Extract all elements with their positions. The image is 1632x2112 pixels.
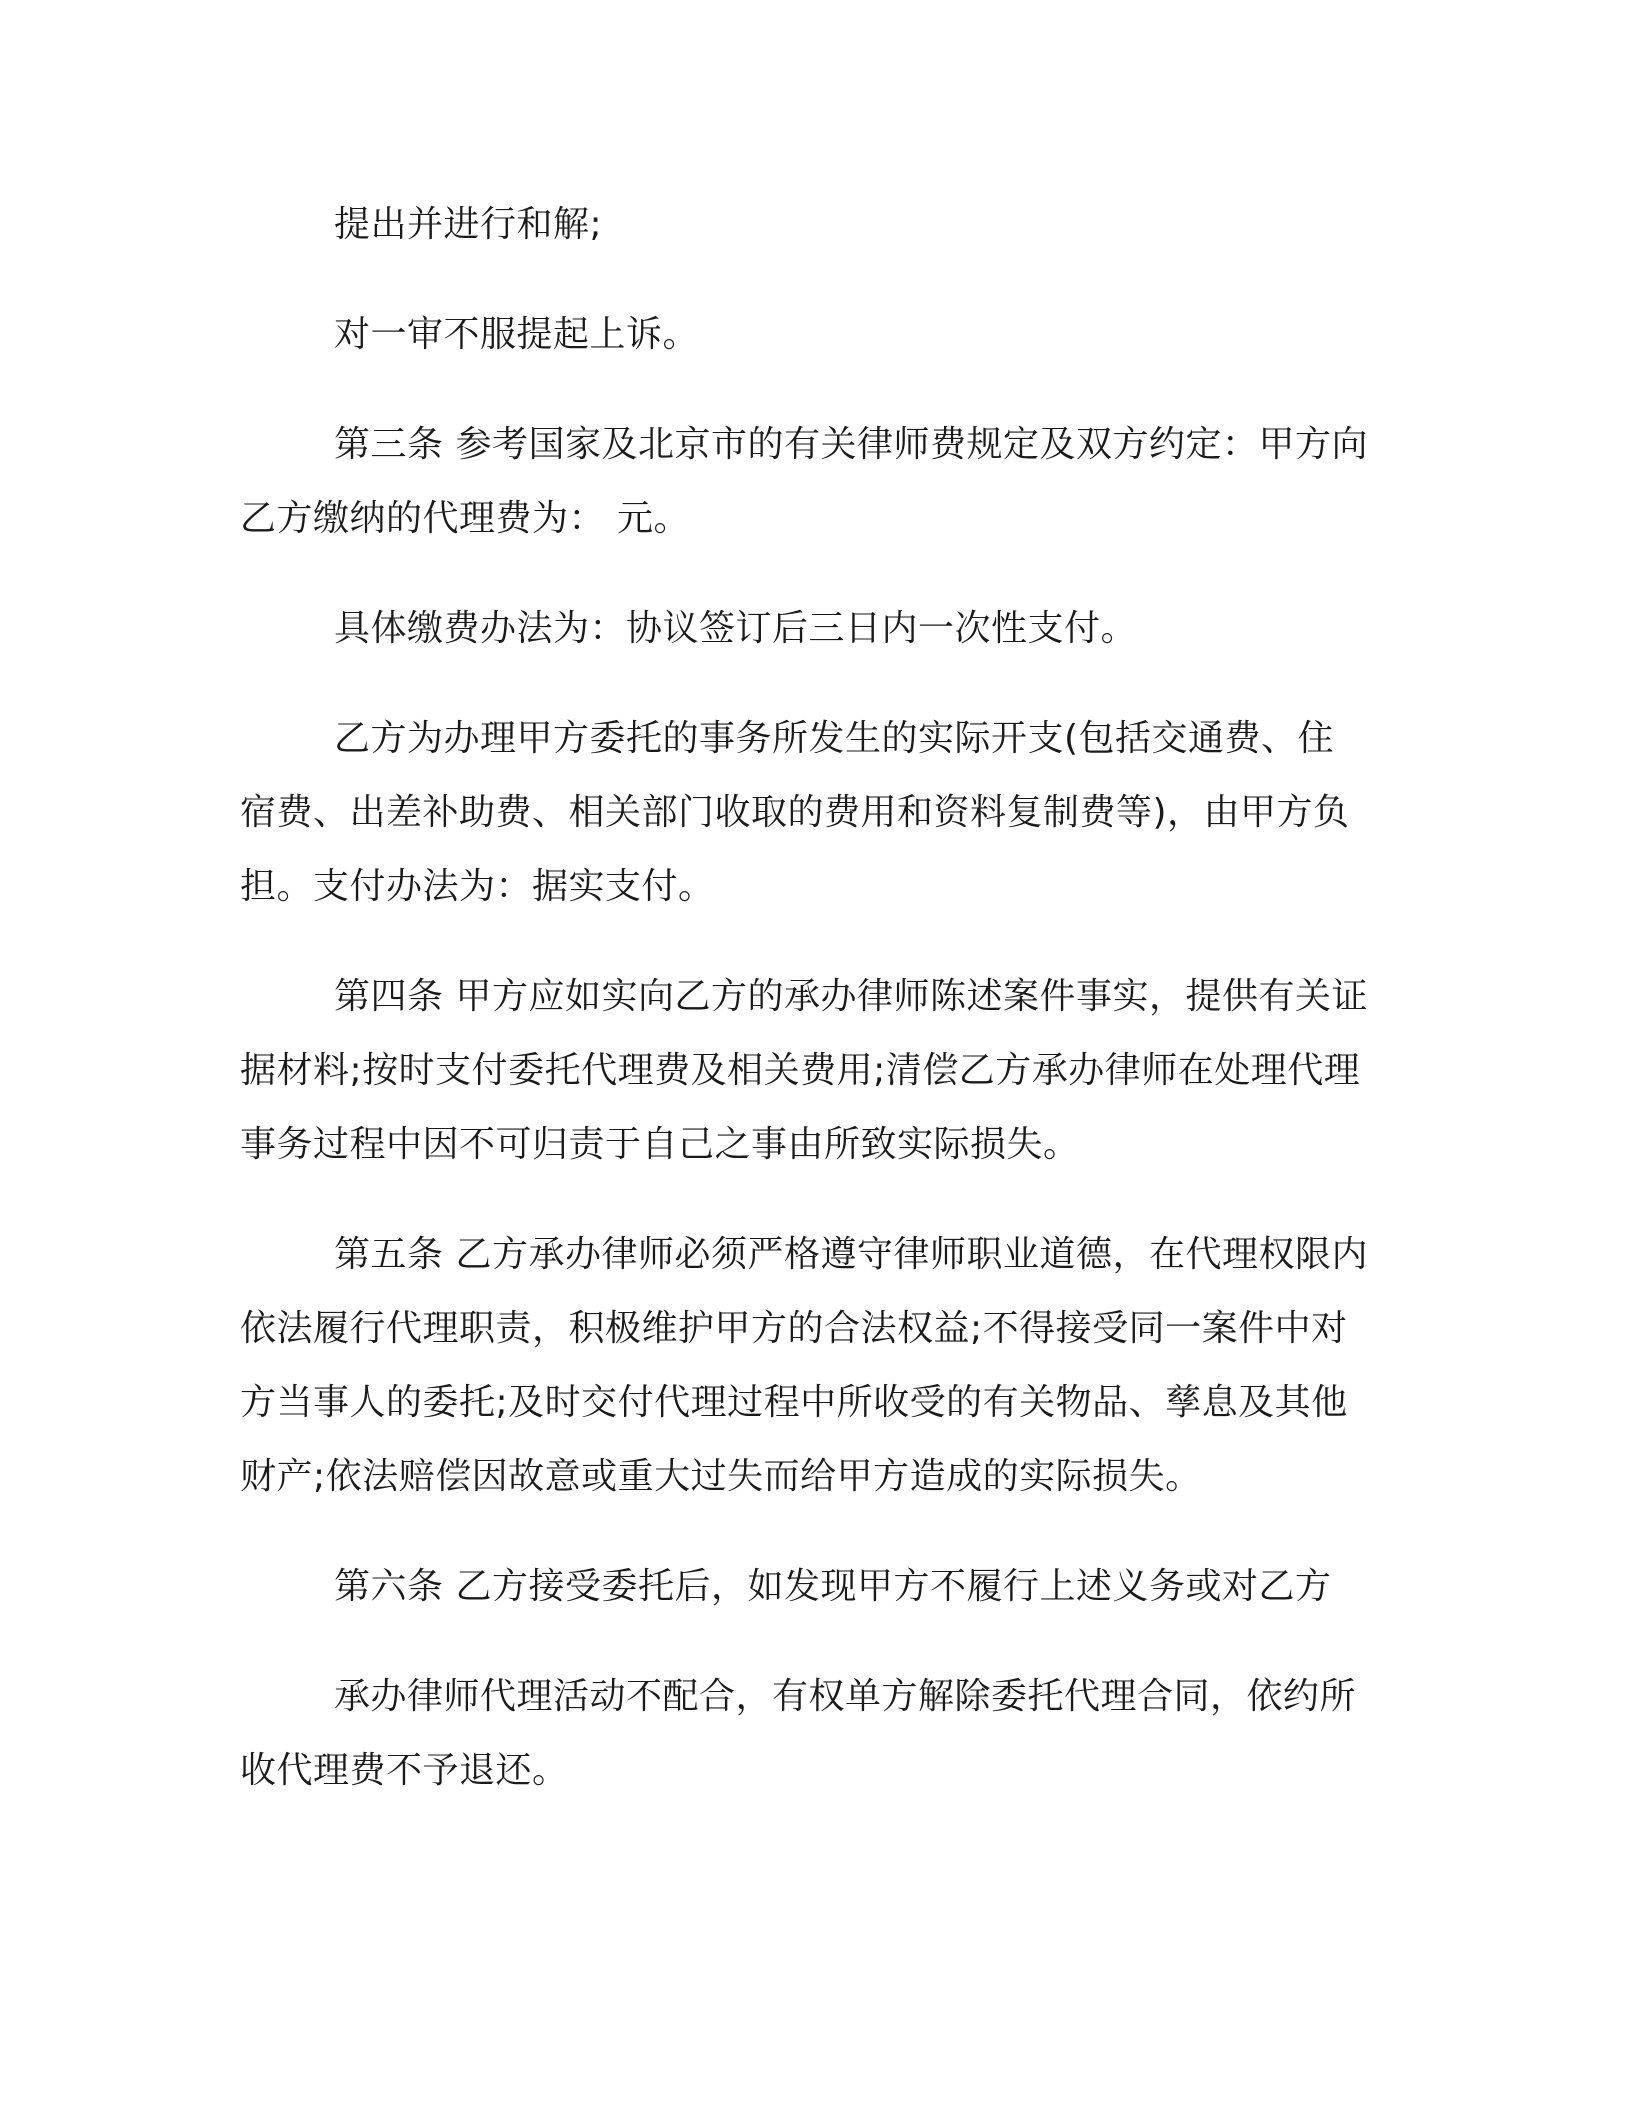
- text-line: 方当事人的委托;及时交付代理过程中所收受的有关物品、孳息及其他: [240, 1382, 1348, 1423]
- text-line: 提出并进行和解;: [334, 204, 603, 245]
- text-line: 第五条 乙方承办律师必须严格遵守律师职业道德，在代理权限内: [334, 1234, 1368, 1275]
- paragraph-article-6: [240, 1550, 1380, 1624]
- text-line: 据材料;按时支付委托代理费及相关费用;清偿乙方承办律师在处理代理: [240, 1050, 1361, 1091]
- text-line: 对一审不服提起上诉。: [334, 314, 700, 355]
- paragraph-article-5: [240, 1218, 1380, 1514]
- text-line: 第四条 甲方应如实向乙方的承办律师陈述案件事实，提供有关证: [334, 976, 1368, 1017]
- text-line: 财产;依法赔偿因故意或重大过失而给甲方造成的实际损失。: [240, 1456, 1202, 1497]
- text-line: 承办律师代理活动不配合，有权单方解除委托代理合同，依约所: [334, 1676, 1357, 1717]
- paragraph-settlement: [240, 188, 1380, 262]
- text-line: 事务过程中因不可归责于自己之事由所致实际损失。: [240, 1124, 1080, 1165]
- text-line: 依法履行代理职责，积极维护甲方的合法权益;不得接受同一案件中对: [240, 1308, 1348, 1349]
- paragraph-expenses: [240, 702, 1380, 924]
- paragraph-article-4: [240, 960, 1380, 1182]
- text-line: 乙方为办理甲方委托的事务所发生的实际开支(包括交通费、住: [334, 718, 1335, 759]
- text-line: 收代理费不予退还。: [240, 1750, 569, 1791]
- paragraph-termination: [240, 1660, 1380, 1808]
- paragraph-article-3: [240, 408, 1380, 556]
- paragraph-payment-method: [240, 592, 1380, 666]
- text-line: 宿费、出差补助费、相关部门收取的费用和资料复制费等)，由甲方负: [240, 792, 1350, 833]
- paragraph-appeal: [240, 298, 1380, 372]
- text-line: 具体缴费办法为：协议签订后三日内一次性支付。: [334, 608, 1138, 649]
- text-line: 担。支付办法为：据实支付。: [240, 866, 715, 907]
- text-line: 乙方缴纳的代理费为： 元。: [240, 498, 690, 539]
- text-line: 第六条 乙方接受委托后，如发现甲方不履行上述义务或对乙方: [334, 1566, 1332, 1607]
- document-body: [240, 188, 1380, 1844]
- text-line: 第三条 参考国家及北京市的有关律师费规定及双方约定：甲方向: [334, 424, 1368, 465]
